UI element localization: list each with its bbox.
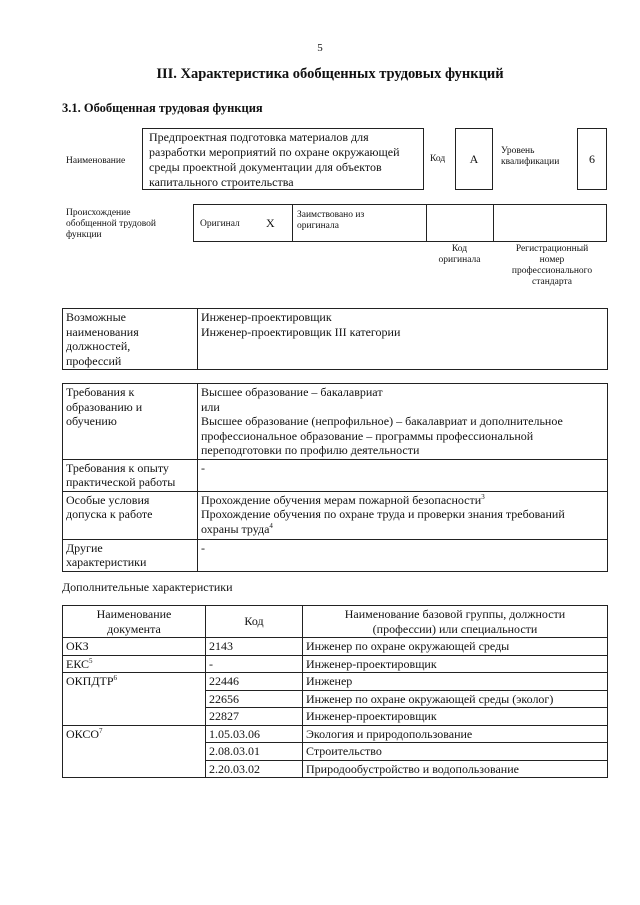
header-name xyxy=(303,606,608,638)
origin-label-line: функции xyxy=(66,230,102,240)
code-box xyxy=(455,128,493,190)
subsection-title: 3.1. Обобщенная трудовая функция xyxy=(62,101,263,115)
label-line: наименования xyxy=(66,324,139,339)
label-line: Возможные xyxy=(66,310,126,324)
doc-cell xyxy=(63,655,206,673)
requirement-line xyxy=(201,522,604,537)
footnote-mark: 3 xyxy=(481,492,485,501)
name-cell: Строительство xyxy=(303,743,608,761)
borrowed-label-line: оригинала xyxy=(297,221,339,231)
code-cell: 2143 xyxy=(206,638,303,656)
header-line: Наименование xyxy=(96,607,172,621)
level-box xyxy=(577,128,607,190)
origin-table xyxy=(193,204,607,242)
requirement-line: - xyxy=(201,540,205,555)
code-value: А xyxy=(469,152,479,166)
name-label: Наименование xyxy=(66,156,126,166)
footnote-mark: 5 xyxy=(89,656,93,665)
borrowed-label-line: Заимствовано из xyxy=(297,210,365,220)
function-name-line: среды проектной документации для объектов xyxy=(149,160,382,174)
code-cell: 22656 xyxy=(206,690,303,708)
doc-cell xyxy=(63,725,206,778)
label-line: обучению xyxy=(66,414,117,428)
label-line: Требования к опыту xyxy=(66,460,169,475)
requirement-line xyxy=(201,493,604,508)
requirement-line: Высшее образование (непрофильное) – бакалавриат и дополнительное xyxy=(201,414,563,428)
label-line: характеристики xyxy=(66,555,147,569)
label-line: допуска к работе xyxy=(66,507,153,521)
doc-text: ОКСО xyxy=(66,726,100,741)
name-cell: Инженер-проектировщик xyxy=(303,655,608,673)
doc-text: ЕКС xyxy=(66,656,90,671)
origin-divider xyxy=(426,204,427,242)
requirement-text: Прохождение обучения мерам пожарной безопасности xyxy=(201,492,482,507)
requirement-text: охраны труда xyxy=(201,521,270,536)
caption-line: профессионального xyxy=(511,266,593,276)
code-cell: 2.08.03.01 xyxy=(206,743,303,761)
experience-value xyxy=(198,459,608,491)
label-line: Особые условия xyxy=(66,492,150,507)
header-line: документа xyxy=(107,621,161,636)
code-original-caption xyxy=(426,244,493,266)
label-line: профессий xyxy=(66,353,122,368)
doc-cell xyxy=(63,673,206,726)
requirement-line: Высшее образование – бакалавриат xyxy=(201,385,383,399)
label-line: образованию и xyxy=(66,399,143,414)
name-cell: Природообустройство и водопользование xyxy=(303,760,608,778)
function-name-line: разработки мероприятий по охране окружающей xyxy=(149,145,400,159)
original-label: Оригинал xyxy=(200,219,240,229)
caption-line: оригинала xyxy=(438,255,481,265)
header-doc xyxy=(63,606,206,638)
position-item: Инженер-проектировщик III категории xyxy=(201,324,401,339)
requirement-line: или xyxy=(201,399,220,414)
origin-divider xyxy=(292,204,293,242)
doc-cell xyxy=(63,638,206,656)
page-number: 5 xyxy=(317,42,323,54)
header-line: Наименование базовой группы, должности xyxy=(344,607,566,621)
footnote-mark: 4 xyxy=(269,521,273,530)
requirement-line: - xyxy=(201,460,205,475)
label-line: должностей, xyxy=(66,339,131,353)
label-line: Другие xyxy=(66,540,103,555)
admission-value xyxy=(198,491,608,539)
function-name-box xyxy=(142,128,424,190)
caption-line: номер xyxy=(539,255,565,265)
label-line: практической работы xyxy=(66,475,176,489)
code-label: Код xyxy=(430,154,446,164)
footnote-mark: 6 xyxy=(113,674,118,682)
requirement-line: переподготовки по профилю деятельности xyxy=(201,443,420,457)
level-value: 6 xyxy=(589,152,595,166)
name-cell: Инженер по охране окружающей среды (эколог) xyxy=(303,690,608,708)
education-label xyxy=(63,384,198,460)
caption-line: Код xyxy=(451,244,468,254)
code-cell: 2.20.03.02 xyxy=(206,760,303,778)
position-item: Инженер-проектировщик xyxy=(201,310,332,324)
experience-label xyxy=(63,459,198,491)
reg-number-caption xyxy=(496,244,608,288)
other-value xyxy=(198,539,608,571)
positions-table xyxy=(62,308,608,370)
level-label-line: Уровень xyxy=(501,146,535,156)
origin-label xyxy=(66,208,156,241)
other-label xyxy=(63,539,198,571)
code-cell: 1.05.03.06 xyxy=(206,725,303,743)
doc-text: ОКПДТР xyxy=(66,674,114,688)
header-code: Код xyxy=(206,606,303,638)
origin-divider xyxy=(493,204,494,242)
level-label-line: квалификации xyxy=(501,157,560,167)
section-title: III. Характеристика обобщенных трудовых функций xyxy=(156,66,504,82)
code-cell: 22827 xyxy=(206,708,303,726)
requirement-line: профессиональное образование – программы профессиональной xyxy=(201,428,534,443)
code-cell: 22446 xyxy=(206,673,303,691)
education-value xyxy=(198,384,608,460)
origin-label-line: обобщенной трудовой xyxy=(66,219,156,229)
name-cell: Инженер-проектировщик xyxy=(303,708,608,726)
code-cell: - xyxy=(206,655,303,673)
name-cell: Инженер по охране окружающей среды xyxy=(303,638,608,656)
level-label xyxy=(501,146,559,168)
header-line: (профессии) или специальности xyxy=(372,621,538,636)
additional-table xyxy=(62,605,608,778)
name-cell: Инженер xyxy=(303,673,608,691)
name-cell: Экология и природопользование xyxy=(303,725,608,743)
caption-line: стандарта xyxy=(532,277,572,287)
origin-label-line: Происхождение xyxy=(66,208,131,218)
requirement-line: Прохождение обучения по охране труда и проверки знания требований xyxy=(201,507,565,521)
caption-line: Регистрационный xyxy=(515,244,589,254)
function-name-line: капитального строительства xyxy=(149,175,294,189)
requirements-table xyxy=(62,383,608,572)
positions-values xyxy=(198,309,608,370)
positions-label xyxy=(63,309,198,370)
admission-label xyxy=(63,491,198,539)
doc-text: ОКЗ xyxy=(66,639,89,653)
function-name-line: Предпроектная подготовка материалов для xyxy=(149,130,369,144)
label-line: Требования к xyxy=(66,385,135,399)
additional-title: Дополнительные характеристики xyxy=(62,580,233,594)
borrowed-label xyxy=(297,210,364,232)
footnote-mark: 7 xyxy=(99,726,103,735)
original-mark: X xyxy=(266,216,275,230)
